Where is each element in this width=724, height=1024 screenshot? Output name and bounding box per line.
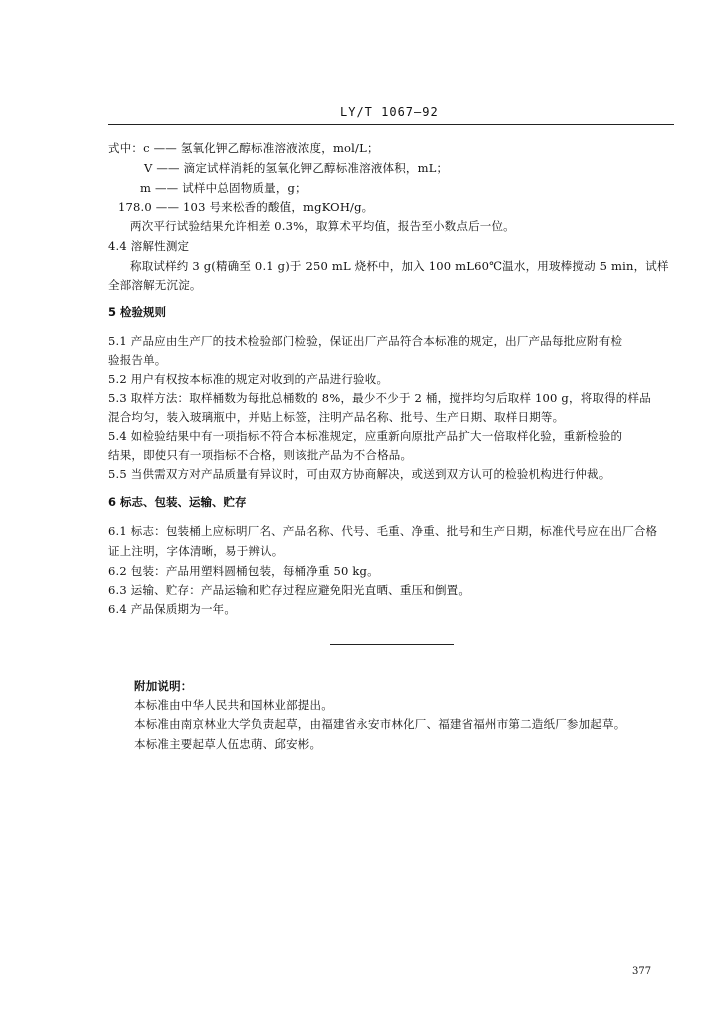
- formula-note-v: V —— 滴定试样消耗的氢氧化钾乙醇标准溶液体积，mL；: [144, 161, 449, 175]
- clause-5-4-line1: 5.4 如检验结果中有一项指标不符合本标准规定，应重新向原批产品扩大一倍取样化验，重新检验的: [108, 429, 623, 443]
- formula-note-m: m —— 试样中总固物质量，g；: [140, 181, 307, 195]
- clause-5-2: 5.2 用户有权按本标准的规定对收到的产品进行验收。: [108, 372, 389, 386]
- clause-5-3-line1: 5.3 取样方法：取样桶数为每批总桶数的 8%，最少不少于 2 桶，搅拌均匀后取样 100 g，将取得的样品: [108, 391, 651, 405]
- clause-6-1-line2: 证上注明，字体清晰，易于辨认。: [108, 544, 284, 558]
- section-6-title: 6 标志、包装、运输、贮存: [108, 495, 247, 509]
- page-number: 377: [632, 966, 652, 977]
- clause-5-5: 5.5 当供需双方对产品质量有异议时，可由双方协商解决，或送到双方认可的检验机构进行仲裁。: [108, 467, 611, 481]
- clause-6-2: 6.2 包装：产品用塑料圆桶包装，每桶净重 50 kg。: [108, 564, 379, 578]
- clause-5-4-line2: 结果，即使只有一项指标不合格，则该批产品为不合格品。: [108, 448, 413, 462]
- clause-5-1-line2: 验报告单。: [108, 353, 167, 367]
- precision-statement: 两次平行试验结果允许相差 0.3%，取算术平均值，报告至小数点后一位。: [130, 219, 515, 233]
- appendix-line1: 本标准由中华人民共和国林业部提出。: [134, 698, 333, 712]
- clause-6-4: 6.4 产品保质期为一年。: [108, 602, 237, 616]
- appendix-line3: 本标准主要起草人伍忠萌、邱安彬。: [134, 737, 322, 751]
- clause-6-3: 6.3 运输、贮存：产品运输和贮存过程应避免阳光直晒、重压和倒置。: [108, 583, 471, 597]
- section-4-4-text-line1: 称取试样约 3 g(精确至 0.1 g)于 250 mL 烧杯中，加入 100 mL60℃温水，用玻棒搅动 5 min，试样: [130, 259, 669, 273]
- formula-note-constant: 178.0 —— 103 号来松香的酸值，mgKOH/g。: [118, 200, 374, 214]
- appendix-title: 附加说明：: [134, 679, 193, 693]
- header-rule: [108, 124, 674, 125]
- section-4-4-title: 4.4 溶解性测定: [108, 239, 190, 253]
- standard-code-header: LY/T 1067—92: [340, 105, 439, 119]
- clause-5-1-line1: 5.1 产品应由生产厂的技术检验部门检验，保证出厂产品符合本标准的规定，出厂产品每批应附有检: [108, 334, 623, 348]
- appendix-line2: 本标准由南京林业大学负责起草，由福建省永安市林化厂、福建省福州市第二造纸厂参加起草。: [134, 717, 626, 731]
- clause-6-1-line1: 6.1 标志：包装桶上应标明厂名、产品名称、代号、毛重、净重、批号和生产日期，标准代号应在出厂合格: [108, 524, 658, 538]
- section-5-title: 5 检验规则: [108, 305, 167, 319]
- formula-note-c: 式中：c —— 氢氧化钾乙醇标准溶液浓度，mol/L；: [108, 141, 379, 155]
- section-separator-rule: [330, 644, 454, 645]
- section-4-4-text-line2: 全部溶解无沉淀。: [108, 278, 202, 292]
- clause-5-3-line2: 混合均匀，装入玻璃瓶中，并贴上标签，注明产品名称、批号、生产日期、取样日期等。: [108, 410, 565, 424]
